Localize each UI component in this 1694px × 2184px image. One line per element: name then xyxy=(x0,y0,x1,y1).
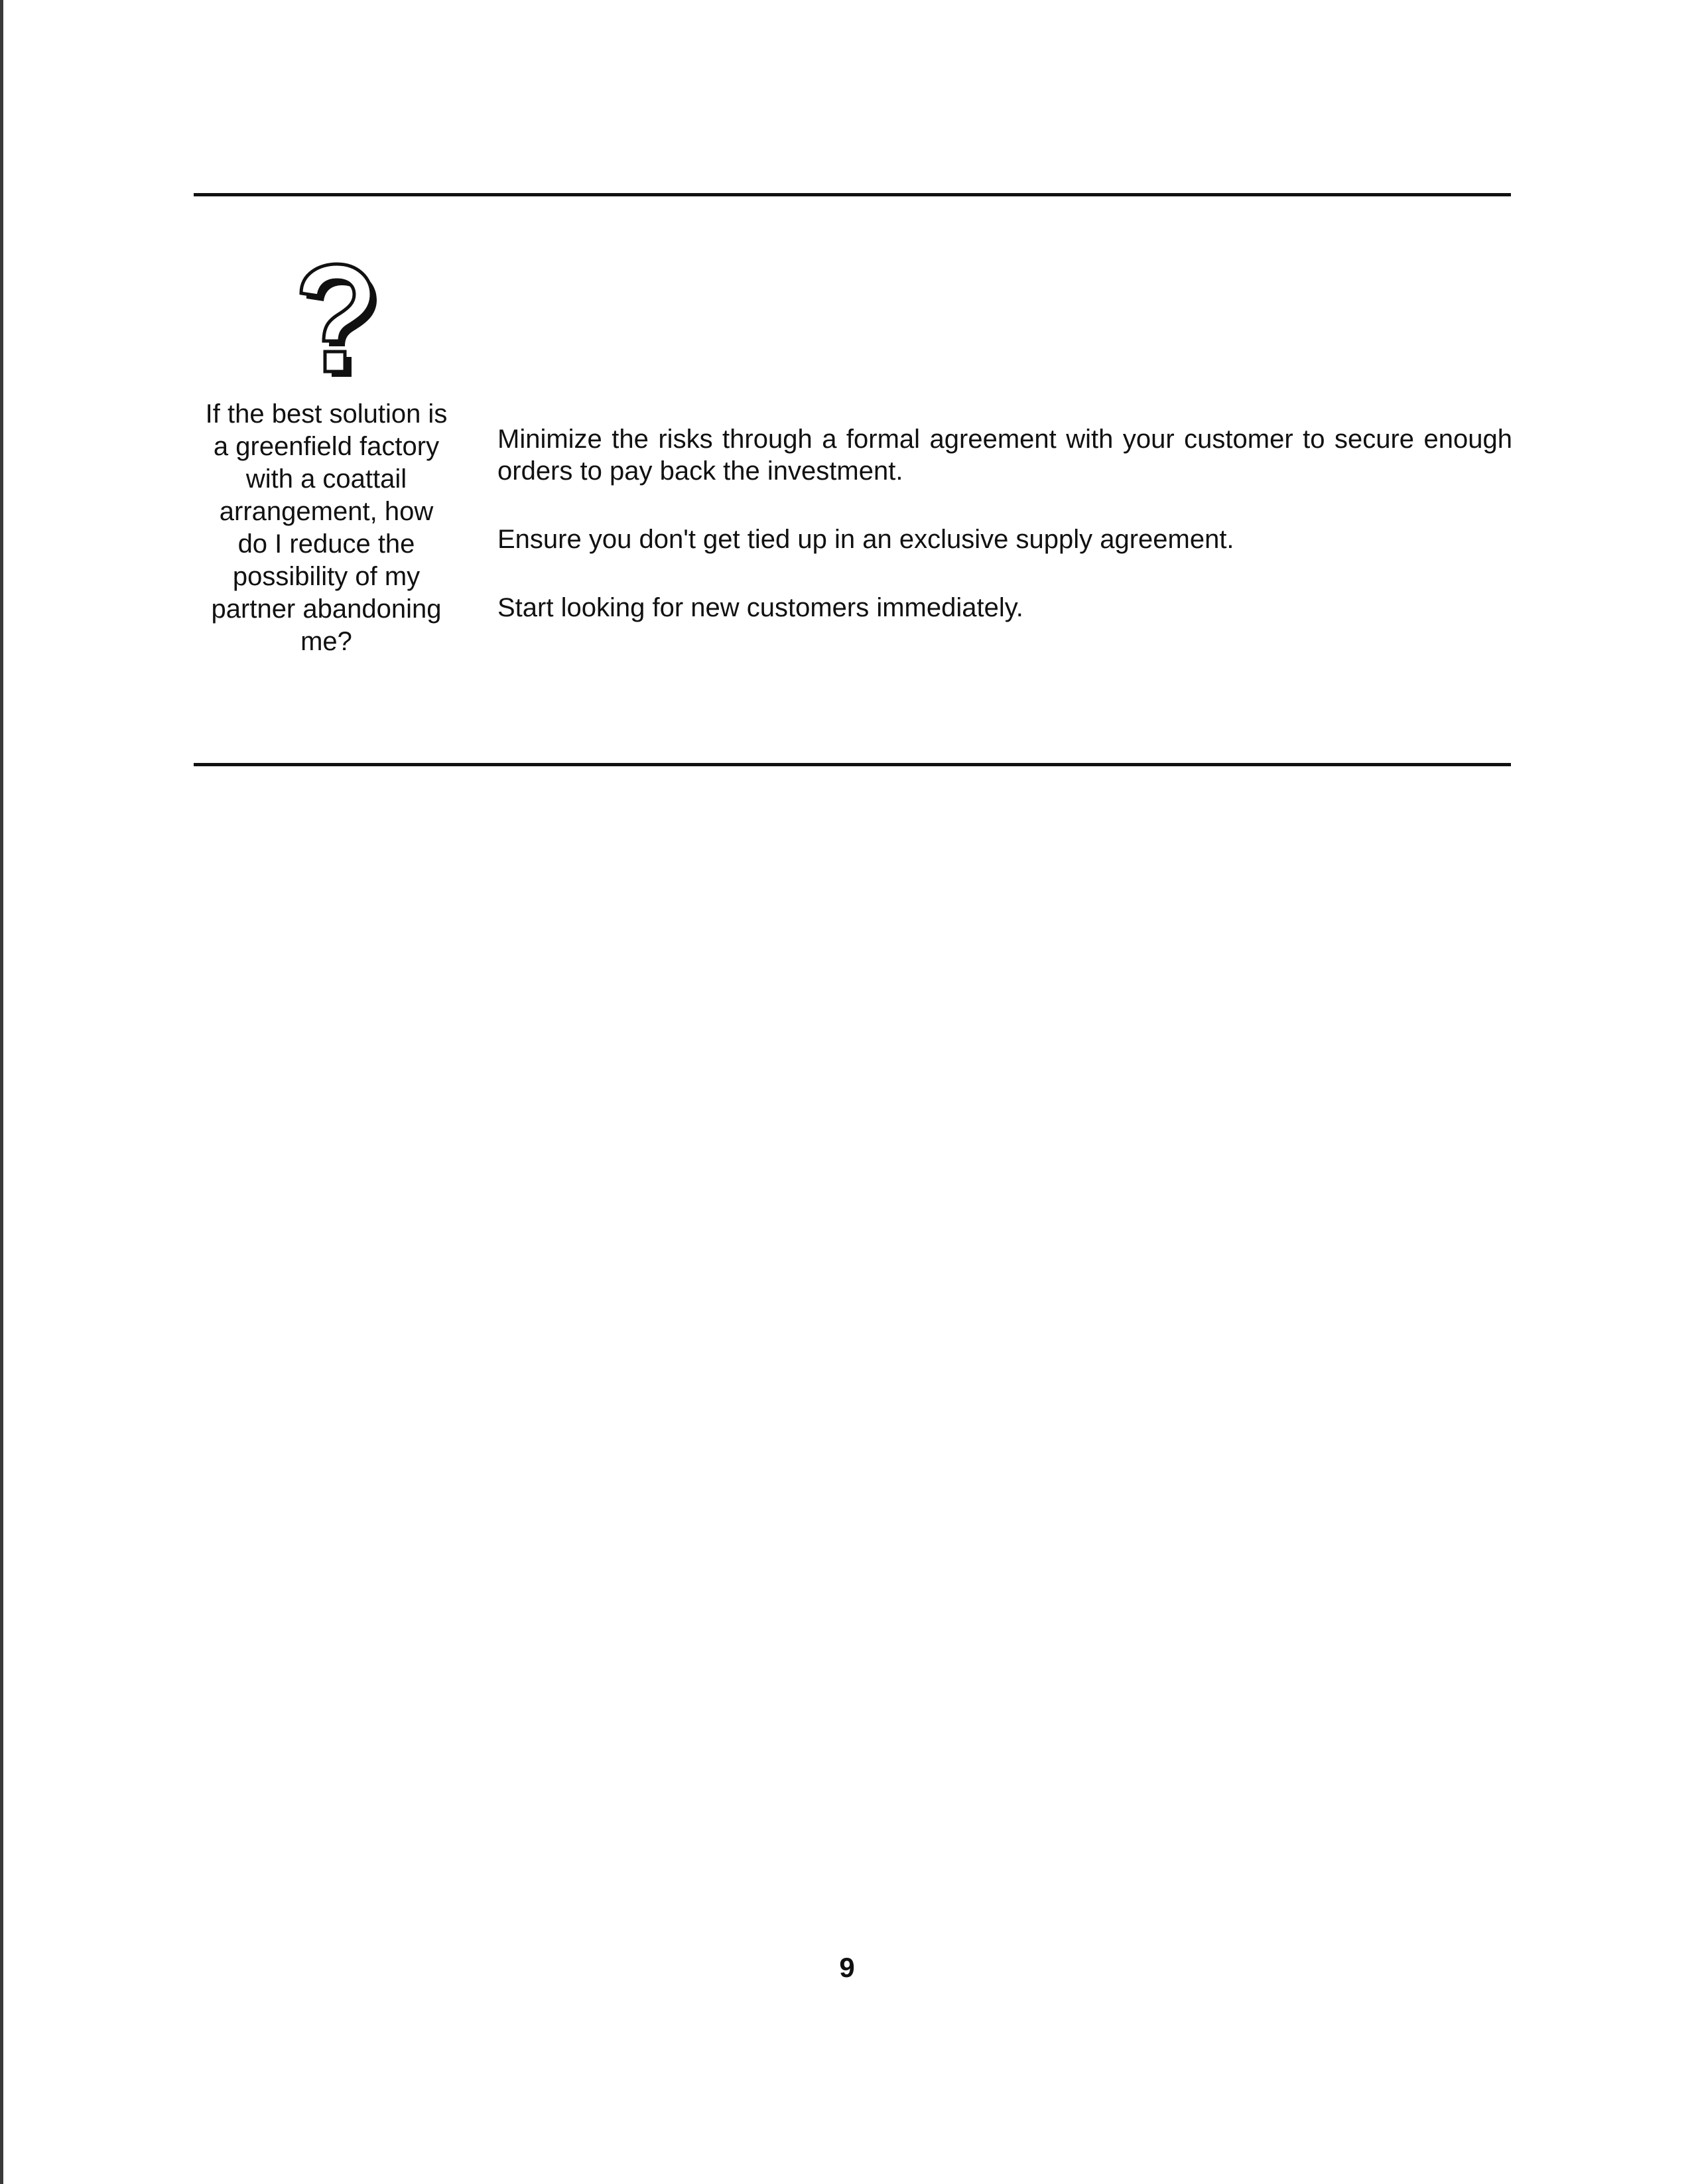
bottom-divider xyxy=(194,763,1511,766)
answer-item: Start looking for new customers immediately. xyxy=(497,593,1023,622)
answer-item: Minimize the risks through a formal agreement with your customer to secure enough orders to pay back the investment. xyxy=(497,425,1512,486)
top-divider xyxy=(194,193,1511,196)
scan-edge xyxy=(0,0,3,2184)
question-mark-icon xyxy=(285,259,378,378)
answer-item: Ensure you don't get tied up in an exclusive supply agreement. xyxy=(497,525,1234,554)
question-text: If the best solution is a greenfield factory with a coattail arrangement, how do I reduce the possibility of my partner abandoning me? xyxy=(205,399,448,656)
answer-list xyxy=(497,423,1512,660)
page-number: 9 xyxy=(839,1952,855,1983)
